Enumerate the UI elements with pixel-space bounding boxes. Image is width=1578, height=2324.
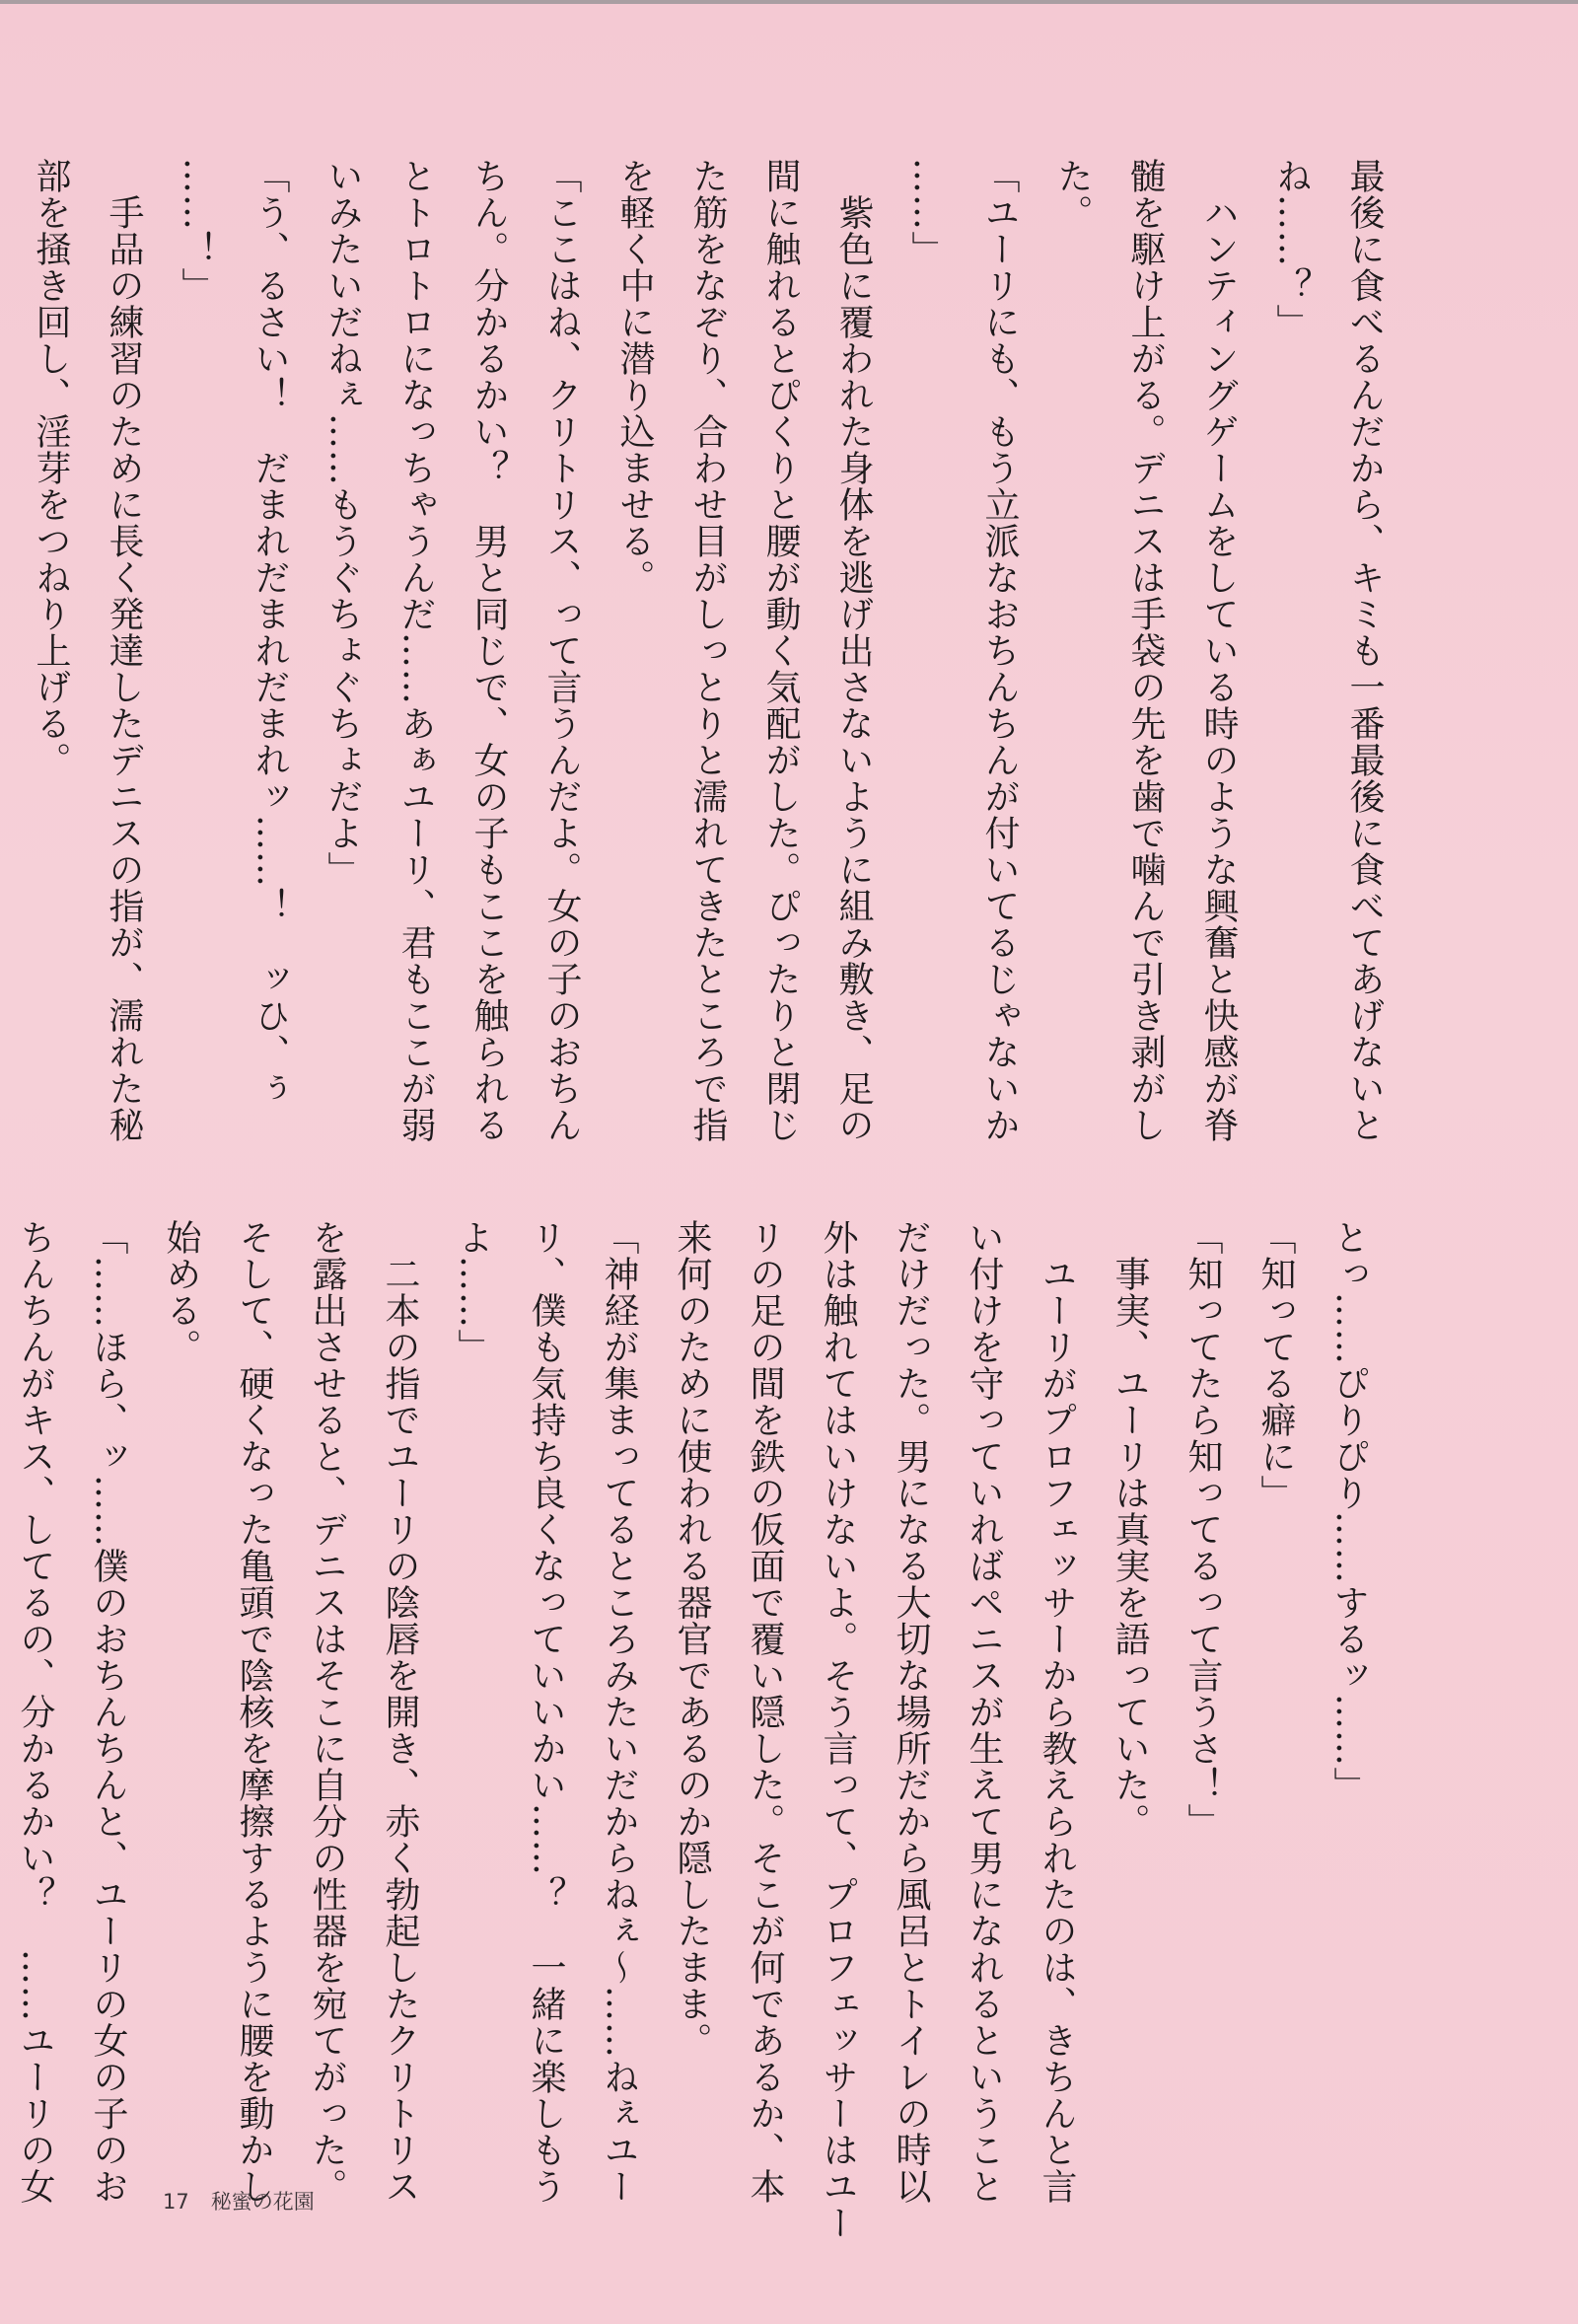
text-column: 部を掻き回し、淫芽をつねり上げる。 <box>31 158 71 778</box>
text-column: 髄を駆け上がる。デニスは手袋の先を歯で噛んで引き剥がし <box>1125 158 1166 1143</box>
text-column: 「う、るさい！ だまれだまれだまれッ……！ ッひ、ぅ <box>250 158 290 1107</box>
text-column: とトロトロになっちゃうんだ……あぁユーリ、君もここが弱 <box>395 158 436 1143</box>
text-column <box>0 158 14 1144</box>
text-column: い付けを守っていればペニスが生えて男になれるということ <box>964 1219 1004 2205</box>
text-column: 「ここはね、クリトリス、って言うんだよ。女の子のおちん <box>541 158 582 1143</box>
book-title: 秘蜜の花園 <box>210 2190 315 2214</box>
text-column: いみたいだねぇ……もうぐちょぐちょだよ」 <box>323 158 363 888</box>
text-column: 紫色に覆われた身体を逃げ出さないように組み敷き、足の <box>833 158 874 1143</box>
text-column: 外は触れてはいけないよ。そう言って、プロフェッサーはユー <box>818 1219 858 2241</box>
text-column: 「神経が集まってるところみたいだからねぇ～……ねぇユー <box>599 1219 639 2205</box>
text-block-top <box>0 158 1400 1144</box>
text-column: そして、硬くなった亀頭で陰核を摩擦するように腰を動かし <box>234 1219 274 2205</box>
text-column: リの足の間を鉄の仮面で覆い隠した。そこが何であるか、本 <box>745 1219 785 2205</box>
text-column: ハンティングゲームをしている時のような興奮と快感が脊 <box>1198 158 1239 1143</box>
text-column: 手品の練習のために長く発達したデニスの指が、濡れた秘 <box>104 158 144 1143</box>
text-column: 来何のために使われる器官であるのか隠したまま。 <box>672 1219 712 2059</box>
text-column: ね……？」 <box>1271 158 1312 340</box>
text-column: 事実、ユーリは真実を語っていた。 <box>1110 1219 1150 1840</box>
text-column: 始める。 <box>161 1219 201 1365</box>
text-column: ちんちんがキス、してるの、分かるかい？ ……ユーリの女 <box>15 1219 55 2205</box>
text-column: ちん。分かるかい？ 男と同じで、女の子もここを触られる <box>468 158 509 1143</box>
text-column: を露出させると、デニスはそこに自分の性器を宛てがった。 <box>307 1219 347 2205</box>
text-column: 「知ってたら知ってるって言うさ！」 <box>1183 1219 1223 1840</box>
text-column: を軽く中に潜り込ませる。 <box>614 158 655 596</box>
text-column: 最後に食べるんだから、キミも一番最後に食べてあげないと <box>1344 158 1385 1143</box>
text-column: よ……」 <box>453 1219 493 1365</box>
text-column: リ、僕も気持ち良くなっていいかい……？ 一緒に楽しもう <box>526 1219 566 2205</box>
scan-top-edge <box>0 0 1578 4</box>
page-footer <box>163 2186 336 2215</box>
page-number: 17 <box>163 2190 189 2214</box>
text-column: 間に触れるとぴくりと腰が動く気配がした。ぴったりと閉じ <box>760 158 801 1143</box>
text-column: た。 <box>1052 158 1093 231</box>
text-column: ……」 <box>906 158 947 267</box>
text-column: ユーリがプロフェッサーから教えられたのは、きちんと言 <box>1037 1219 1077 2205</box>
text-column: 「知ってる癖に」 <box>1255 1219 1296 1511</box>
text-column: だけだった。男になる大切な場所だから風呂とトイレの時以 <box>891 1219 931 2205</box>
text-column: た筋をなぞり、合わせ目がしっとりと濡れてきたところで指 <box>687 158 728 1143</box>
text-column: 「ユーリにも、もう立派なおちんちんが付いてるじゃないか <box>979 158 1020 1143</box>
text-column: とっ……ぴりぴり……するッ……」 <box>1328 1219 1369 1803</box>
text-column: 二本の指でユーリの陰唇を開き、赤く勃起したクリトリス <box>380 1219 420 2205</box>
text-column: 「……ほら、ッ……僕のおちんちんと、ユーリの女の子のお <box>88 1219 128 2205</box>
text-column: ……！」 <box>177 158 217 304</box>
